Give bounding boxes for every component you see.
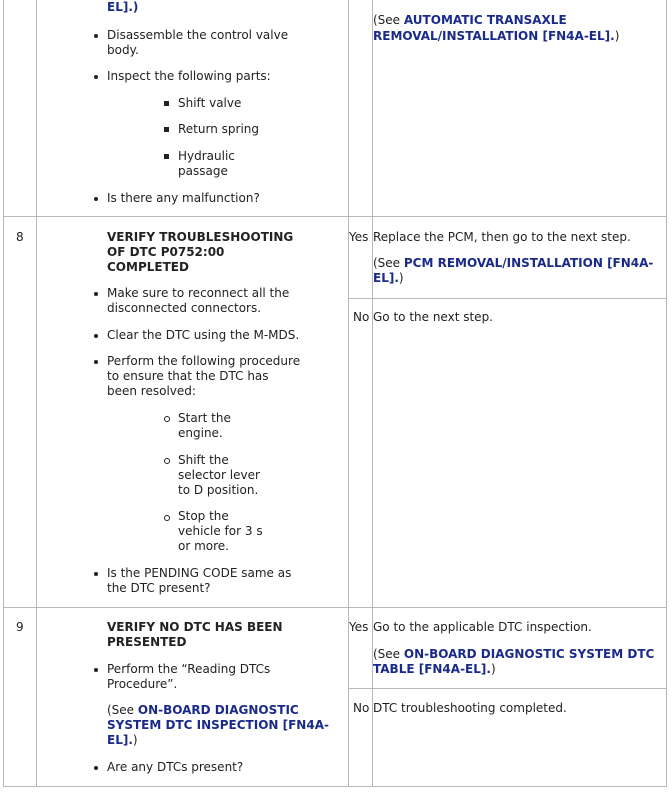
step-item-text: Perform the following procedure [107,354,301,368]
see-reference: REMOVAL/INSTALLATION [FN4A-EL].) [373,29,620,43]
yes-label: Yes [349,230,369,244]
bullet-circle [164,515,170,521]
link-obd-dtc-table[interactable]: TABLE [FN4A-EL]. [373,662,491,676]
step-number: 8 [16,230,24,244]
column-divider-step [36,0,37,787]
bullet-circle [164,458,170,464]
bullet-disc [94,334,98,338]
sub-item-text: Shift the [178,453,229,467]
bullet-disc [94,572,98,576]
step-item-text: disconnected connectors. [107,301,262,315]
row-divider-7-8 [3,216,667,217]
bullet-disc [94,360,98,364]
link-continuation[interactable]: EL].) [107,0,139,14]
link-pcm-removal[interactable]: PCM REMOVAL/INSTALLATION [FN4A- [403,256,654,270]
link-automatic-transaxle[interactable]: AUTOMATIC TRANSAXLE [403,13,567,27]
link-obd-dtc-inspection[interactable]: ON-BOARD DIAGNOSTIC [137,703,299,717]
see-reference: TABLE [FN4A-EL].) [373,662,496,676]
step-item-text: the DTC present? [107,581,211,595]
sub-item-text: or more. [178,539,229,553]
sub-item-text: Stop the [178,509,229,523]
bullet-square [164,154,169,159]
sub-item-text: to D position. [178,483,259,497]
link-obd-dtc-table[interactable]: ON-BOARD DIAGNOSTIC SYSTEM DTC [403,647,655,661]
step-item-text: Is the PENDING CODE same as [107,566,292,580]
bullet-disc [94,34,98,38]
table-border-right [666,0,667,787]
step-number: 9 [16,620,24,634]
yes-action-text: Replace the PCM, then go to the next step. [373,230,631,244]
bullet-disc [94,197,98,201]
sub-item-text: Shift valve [178,96,242,110]
see-reference [107,718,329,733]
step-item-text: Procedure”. [107,677,178,691]
sub-item-text: Start the [178,411,231,425]
step-title: VERIFY TROUBLESHOOTING [107,230,294,244]
step-item-text: Clear the DTC using the M-MDS. [107,328,300,342]
step-item-text: Inspect the following parts: [107,69,271,83]
no-action-text: DTC troubleshooting completed. [373,701,567,715]
see-reference: (See ON-BOARD DIAGNOSTIC [107,703,299,717]
row8-yes-no-divider [348,298,667,299]
no-label: No [353,701,370,715]
table-border-bottom [3,786,667,787]
see-reference: (See AUTOMATIC TRANSAXLE [373,13,567,27]
bullet-disc [94,668,98,672]
see-reference: EL].) [107,733,138,747]
link-obd-dtc-inspection[interactable]: SYSTEM DTC INSPECTION [FN4A- [107,718,329,732]
sub-item-text: Hydraulic [178,149,235,163]
no-action-text: Go to the next step. [373,310,493,324]
step-title: OF DTC P0752:00 [107,245,225,259]
bullet-disc [94,766,98,770]
bullet-disc [94,292,98,296]
step-item-text: Is there any malfunction? [107,191,260,205]
bullet-square [164,101,169,106]
link-obd-dtc-inspection[interactable]: EL]. [107,733,133,747]
row-divider-8-9 [3,607,667,608]
link-pcm-removal[interactable]: EL]. [373,271,399,285]
step-item-text: Are any DTCs present? [107,760,244,774]
sub-item-text: Return spring [178,122,259,136]
no-label: No [353,310,370,324]
row9-yes-no-divider [348,688,667,689]
see-reference: EL].) [373,271,404,285]
step-item-text: body. [107,43,139,57]
bullet-disc [94,75,98,79]
step-item-text: Perform the “Reading DTCs [107,662,271,676]
yes-action-text: Go to the applicable DTC inspection. [373,620,592,634]
bullet-circle [164,416,170,422]
step-item-text: Disassemble the control valve [107,28,289,42]
see-reference: (See PCM REMOVAL/INSTALLATION [FN4A- [373,256,654,270]
step-item-text: been resolved: [107,384,196,398]
sub-item-text: engine. [178,426,223,440]
step-title: PRESENTED [107,635,187,649]
sub-item-text: passage [178,164,228,178]
step-item-text: to ensure that the DTC has [107,369,269,383]
see-reference: (See ON-BOARD DIAGNOSTIC SYSTEM DTC [373,647,655,661]
yes-label: Yes [349,620,369,634]
sub-item-text: vehicle for 3 s [178,524,263,538]
table-border-left [3,0,4,787]
column-divider-action [348,0,349,787]
link-automatic-transaxle[interactable]: REMOVAL/INSTALLATION [FN4A-EL]. [373,29,615,43]
bullet-square [164,127,169,132]
step-item-text: Make sure to reconnect all the [107,286,290,300]
step-title: VERIFY NO DTC HAS BEEN [107,620,283,634]
step-title: COMPLETED [107,260,189,274]
sub-item-text: selector lever [178,468,260,482]
